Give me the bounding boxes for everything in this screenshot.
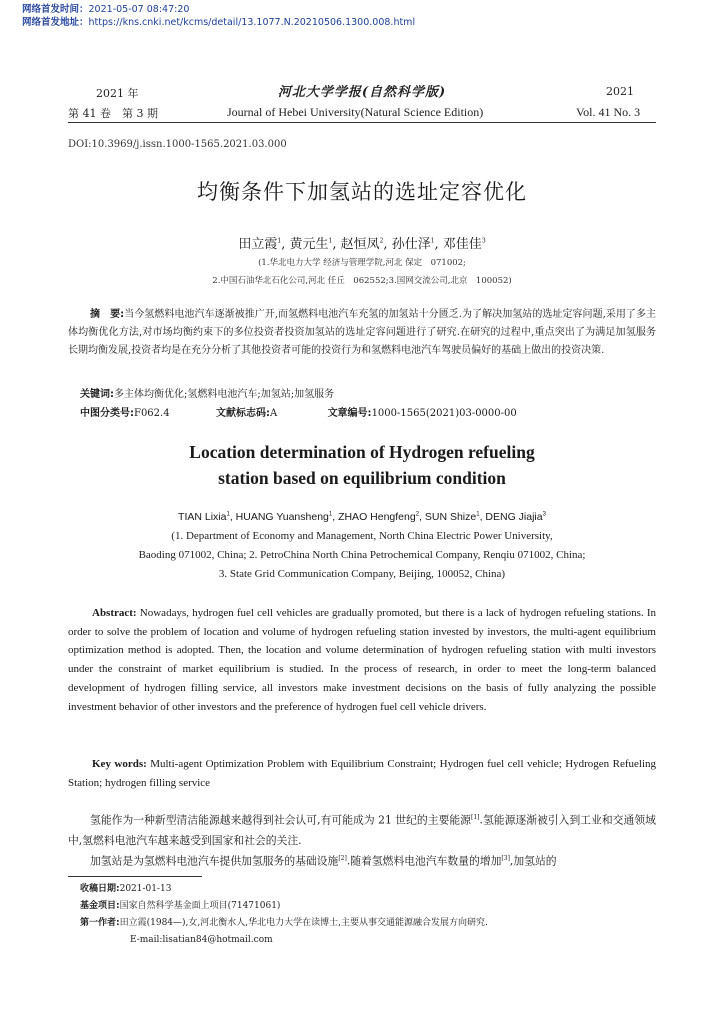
affiliation-cn-1: (1.华北电力大学 经济与管理学院,河北 保定 071002;	[258, 258, 466, 268]
author-en: TIAN Lixia	[178, 511, 227, 523]
author-cn: 田立霞	[238, 237, 278, 252]
footnote-rule	[68, 876, 202, 877]
header-journal-cn: 河北大学学报(自然科学版)	[277, 85, 447, 100]
body-paragraph-1: 氢能作为一种新型清洁能源越来越得到社会认可,有可能成为 21 世纪的主要能源[1].氢能源逐渐被引入到工业和交通领域中,氢燃料电池汽车越来越受到国家和社会的关注.	[68, 813, 656, 847]
doc-code-label: 文献标志码:	[215, 408, 270, 419]
footnote-fund: 基金项目:国家自然科学基金面上项目(71471061)	[80, 901, 281, 911]
author-cn: 黄元生	[289, 237, 329, 252]
header-year-cn: 2021 年	[96, 87, 139, 100]
affiliation-en-1: (1. Department of Economy and Management, North China Electric Power University,	[171, 530, 553, 542]
abstract-en-text: Nowadays, hydrogen fuel cell vehicles are gradually promoted, but there is a lack of hydrogen refueling stations. In order to solve the problem of location and volume of hydrogen refueling station invested by investors, the multi-agent equilibrium optimization method is adopted. Then, the location and volume determination of hydrogen refueling station with multi investors under the constraint of market equilibrium is studied. In the process of research, in order to meet the long-term balanced development of hydrogen filling service, all investors make investment decisions on the basis of fully analyzing the possible investment behavior of other investors and the preference of hydrogen fuel cell vehicle drivers.	[68, 607, 657, 713]
header-journal-en: Journal of Hebei University(Natural Science Edition)	[227, 105, 484, 119]
footnote-received: 收稿日期:2021-01-13	[80, 884, 172, 894]
keywords-en	[68, 755, 656, 792]
doc-code-value: A	[269, 408, 278, 419]
author-cn: 赵恒凤	[340, 237, 380, 252]
keywords-en-label: Key words:	[92, 758, 147, 770]
header-rule	[68, 122, 656, 123]
body-paragraph-2: 加氢站是为氢燃料电池汽车提供加氢服务的基础设施[2].随着氢燃料电池汽车数量的增加[3],加氢站的	[90, 854, 557, 868]
abstract-cn-text: 当今氢燃料电池汽车逐渐被推广开,而氢燃料电池汽车充氢的加氢站十分匮乏.为了解决加氢站的选址定容问题,采用了多主体均衡优化方法,对市场均衡约束下的多位投资者投资加氢站的选址定容问题进行了研究.在研究的过程中,重点突出了为满足加氢服务长期均衡发展,投资者均是在充分分析了其他投资者可能的投资行为和氢燃料电池汽车驾驶员偏好的基础上做出的投资决策.	[68, 309, 657, 356]
keywords-cn-text: 多主体均衡优化;氢燃料电池汽车;加氢站;加氢服务	[114, 389, 335, 400]
article-number-value: 1000-1565(2021)03-0000-00	[371, 408, 517, 419]
author-en: SUN Shize	[424, 511, 477, 523]
abstract-en-label: Abstract:	[92, 607, 137, 619]
citation-ref[interactable]: [1]	[471, 814, 480, 821]
publish-url-label: 网络首发地址：	[22, 17, 89, 28]
title-en: Location determination of Hydrogen refueling station based on equilibrium condition	[189, 442, 535, 488]
author-cn: 邓佳佳	[442, 237, 482, 252]
authors-cn: 田立霞$^1$, 黄元生$^1$, 赵恒凤$^2$, 孙仕泽$^1$, 邓佳佳$^3$	[238, 237, 486, 252]
author-cn: 孙仕泽	[391, 237, 431, 252]
abstract-cn	[68, 306, 656, 360]
online-publication-info	[22, 3, 415, 29]
authors-en: TIAN Lixia$^1$, HUANG Yuansheng$^1$, ZHAO Hengfeng$^2$, SUN Shize$^1$, DENG Jiajia$^3$	[178, 511, 546, 523]
clc-value: F062.4	[134, 408, 170, 419]
abstract-en	[68, 604, 656, 716]
clc-label: 中图分类号:	[80, 408, 134, 419]
publish-time-label: 网络首发时间：	[22, 4, 89, 15]
abstract-cn-label: 摘 要:	[90, 309, 125, 320]
article-number-label: 文章编号:	[327, 408, 372, 419]
affiliation-cn-2: 2.中国石油华北石化公司,河北 任丘 062552;3.国网交流公司,北京 100052)	[212, 276, 512, 286]
author-en: ZHAO Hengfeng	[338, 511, 416, 523]
footnote-first-author: 第一作者:田立霞(1984—),女,河北衡水人,华北电力大学在读博士,主要从事交通能源融合发展方向研究.	[80, 918, 488, 928]
publish-time-value: 2021-05-07 08:47:20	[88, 4, 190, 15]
publish-url-link[interactable]: https://kns.cnki.net/kcms/detail/13.1077.N.20210506.1300.008.html	[88, 17, 416, 28]
keywords-en-text: Multi-agent Optimization Problem with Equilibrium Constraint; Hydrogen fuel cell vehicle; Hydrogen Refueling Station; hydrogen filling service	[68, 758, 656, 789]
citation-ref[interactable]: [3]	[501, 855, 510, 862]
author-en: DENG Jiajia	[485, 511, 543, 523]
author-en: HUANG Yuansheng	[235, 511, 329, 523]
citation-ref[interactable]: [2]	[338, 855, 347, 862]
keywords-cn	[80, 385, 668, 400]
affiliation-en-2: Baoding 071002, China; 2. PetroChina North China Petrochemical Company, Renqiu 071002, China;	[138, 549, 586, 561]
affiliation-en-3: 3. State Grid Communication Company, Beijing, 100052, China)	[218, 568, 506, 580]
footnote-email[interactable]: E-mail:lisatian84@hotmail.com	[130, 935, 273, 945]
header-volume-cn: 第 41 卷 第 3 期	[68, 107, 158, 120]
keywords-cn-label: 关键词:	[80, 389, 114, 400]
doi: DOI:10.3969/j.issn.1000-1565.2021.03.000	[68, 139, 287, 150]
title-cn: 均衡条件下加氢站的选址定容优化	[197, 180, 527, 204]
header-year: 2021	[606, 85, 634, 98]
classification-row	[80, 404, 668, 419]
header-volume-en: Vol. 41 No. 3	[576, 105, 641, 119]
